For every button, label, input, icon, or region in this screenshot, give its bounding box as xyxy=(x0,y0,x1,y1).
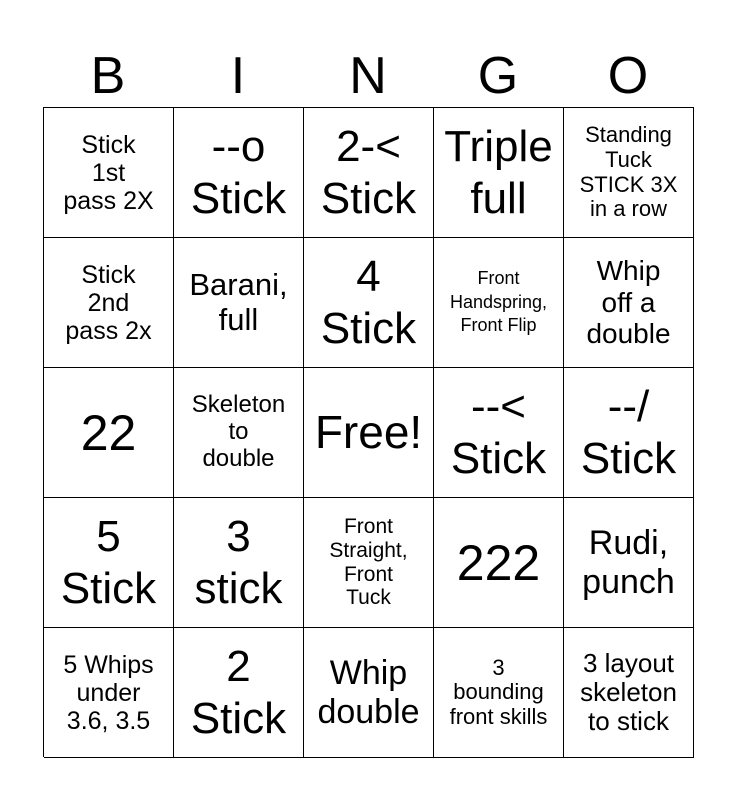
bingo-cell[interactable] xyxy=(44,498,174,628)
header-letter-b: B xyxy=(90,47,126,105)
cell-text: Stick 2nd pass 2x xyxy=(65,260,152,345)
cell-text: 3 stick xyxy=(194,511,283,613)
cell-text: Skeleton to double xyxy=(191,391,286,472)
bingo-cell[interactable] xyxy=(434,498,564,628)
bingo-cell[interactable] xyxy=(304,628,434,758)
bingo-cell[interactable] xyxy=(174,628,304,758)
cell-text: Whip double xyxy=(317,654,420,731)
bingo-cell[interactable] xyxy=(44,628,174,758)
bingo-cell[interactable] xyxy=(174,368,304,498)
cell-text: 22 xyxy=(80,404,137,461)
bingo-cell[interactable] xyxy=(174,238,304,368)
bingo-board xyxy=(43,107,694,757)
cell-text: --< Stick xyxy=(450,381,547,483)
bingo-cell[interactable] xyxy=(564,498,694,628)
bingo-cell[interactable] xyxy=(44,108,174,238)
cell-text: 5 Whips under 3.6, 3.5 xyxy=(63,650,154,735)
cell-text: Barani, full xyxy=(189,266,288,337)
bingo-cell[interactable] xyxy=(174,108,304,238)
bingo-cell[interactable] xyxy=(304,108,434,238)
cell-text: 2 Stick xyxy=(190,641,287,743)
cell-text: Whip off a double xyxy=(586,255,671,350)
bingo-cell[interactable] xyxy=(174,498,304,628)
bingo-cell[interactable] xyxy=(564,368,694,498)
bingo-cell[interactable] xyxy=(304,368,434,498)
header-letter-g: G xyxy=(477,47,519,105)
cell-text: Stick 1st pass 2X xyxy=(63,130,154,215)
cell-text: Standing Tuck STICK 3X in a row xyxy=(579,122,678,222)
bingo-cell[interactable] xyxy=(434,108,564,238)
header-letter-i: I xyxy=(230,47,246,105)
bingo-cell[interactable] xyxy=(564,238,694,368)
cell-text: Free! xyxy=(314,405,423,458)
cell-text: 5 Stick xyxy=(60,511,157,613)
cell-text: 3 bounding front skills xyxy=(449,654,548,729)
bingo-cell[interactable] xyxy=(564,108,694,238)
bingo-header xyxy=(43,44,693,108)
cell-text: --o Stick xyxy=(190,121,287,223)
bingo-cell[interactable] xyxy=(44,368,174,498)
bingo-cell[interactable] xyxy=(44,238,174,368)
bingo-cell[interactable] xyxy=(564,628,694,758)
header-letter-n: N xyxy=(349,47,387,105)
bingo-cell[interactable] xyxy=(304,238,434,368)
bingo-cell[interactable] xyxy=(434,628,564,758)
cell-text: 2-< Stick xyxy=(320,121,417,223)
cell-text: Front Handspring, Front Flip xyxy=(449,268,548,336)
cell-text: 222 xyxy=(456,534,541,591)
cell-text: 3 layout skeleton to stick xyxy=(580,647,677,737)
cell-text: Rudi, punch xyxy=(582,524,675,601)
bingo-cell[interactable] xyxy=(304,498,434,628)
cell-text: Triple full xyxy=(444,121,553,223)
cell-text: --/ Stick xyxy=(580,381,677,483)
cell-text: Front Straight, Front Tuck xyxy=(329,515,408,610)
cell-text: 4 Stick xyxy=(320,251,417,353)
bingo-cell[interactable] xyxy=(434,368,564,498)
bingo-cell[interactable] xyxy=(434,238,564,368)
header-letter-o: O xyxy=(607,47,649,105)
